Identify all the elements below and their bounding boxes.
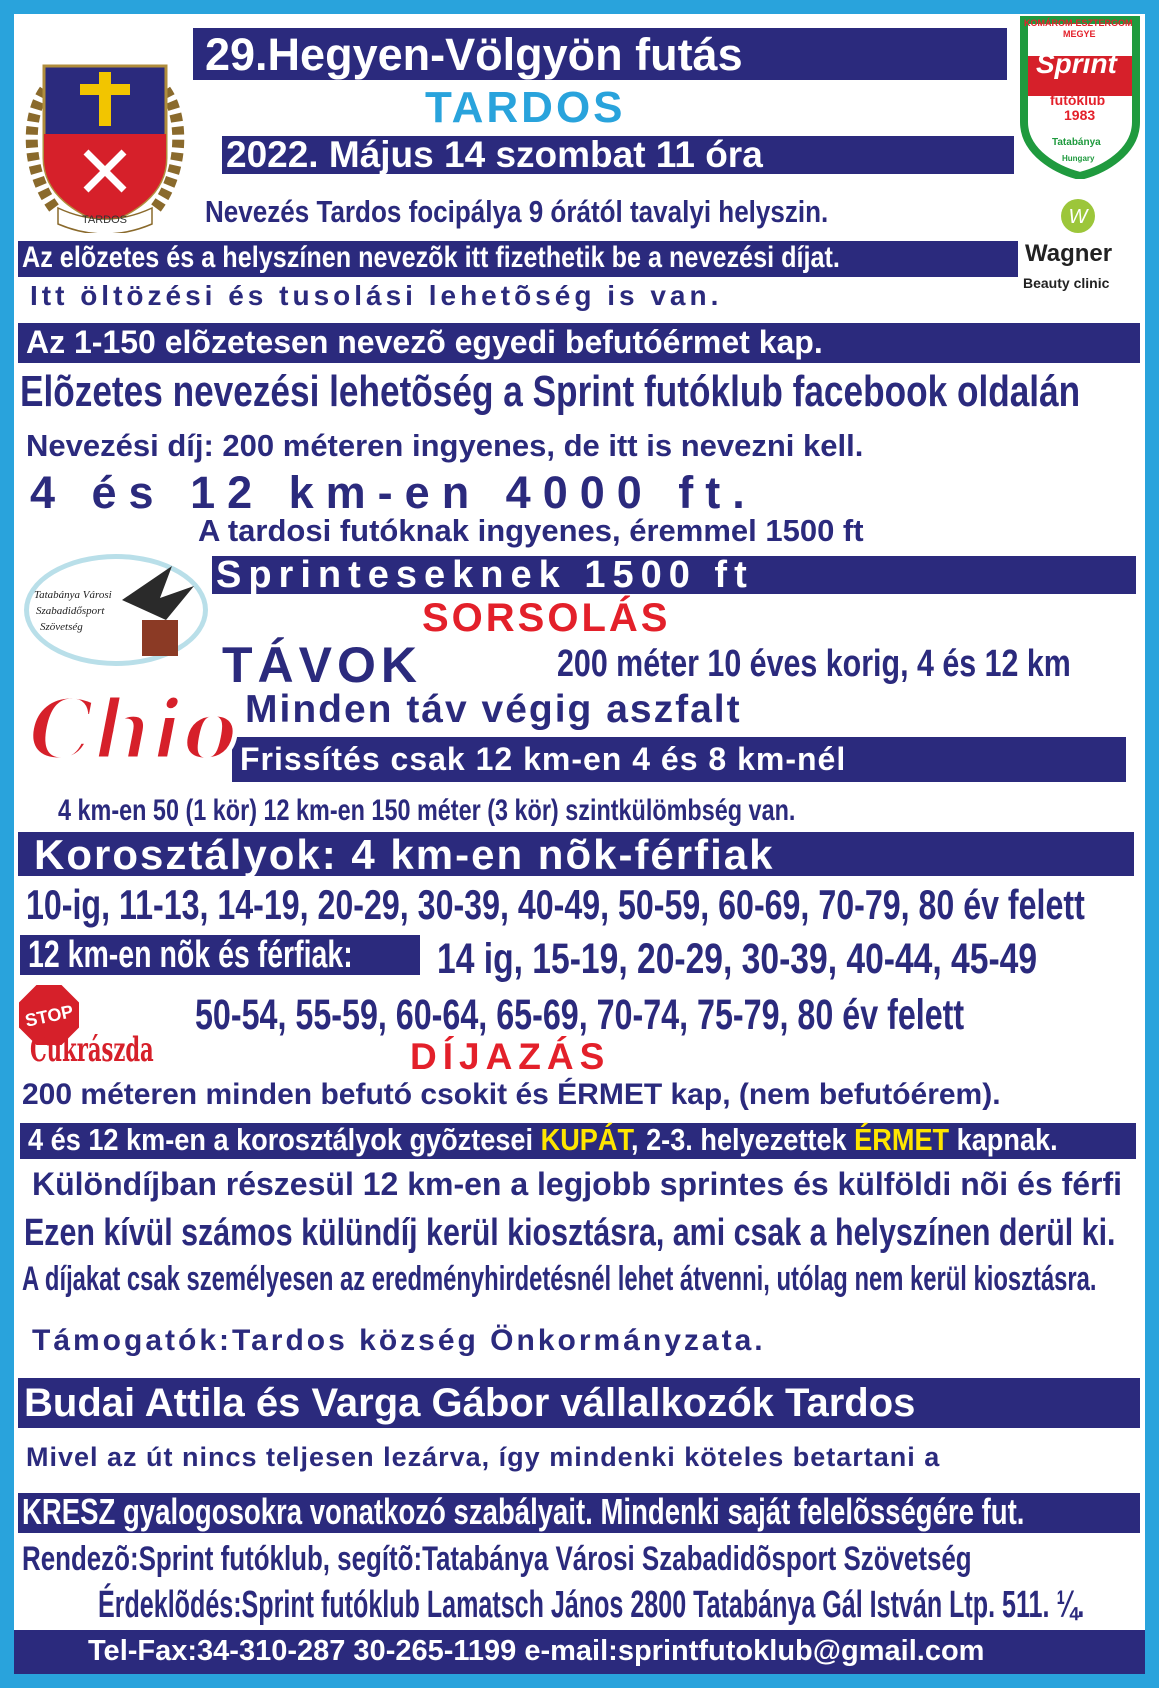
awards-line-5: A díjakat csak személyesen az eredményhirdetésnél lehet átvenni, utólag nem kerül kiosztásra. [22,1260,1097,1298]
svg-text:W: W [1068,206,1088,228]
sprint-country: Hungary [1062,154,1095,163]
awards-line-2 [28,1124,1058,1155]
sprint-club: futóklub [1050,92,1106,108]
sprint-region: KOMÁROM-ESZTERGOM [1024,18,1133,28]
cukraszda-text: Cukrászda [30,1030,154,1070]
event-place: TARDOS [425,83,626,132]
distances-elevation: 4 km-en 50 (1 kör) 12 km-en 150 méter (3 kör) szintkülömbség van. [58,794,796,827]
distances-text: 200 méter 10 éves korig, 4 és 12 km [557,643,1071,685]
sorsolas-heading: SORSOLÁS [422,596,671,640]
awards-line-2-start: 4 és 12 km-en a korosztályok gyõztesei [28,1122,541,1157]
notice-line-2: KRESZ gyalogosokra vonatkozó szabályait. Mindenki saját felelõsségére fut. [22,1491,1025,1532]
categories-list-4km: 10-ig, 11-13, 14-19, 20-29, 30-39, 40-49, 50-59, 60-69, 70-79, 80 év felett [26,881,1085,928]
info-line-5: Elõzetes nevezési lehetõség a Sprint futóklub facebook oldalán [20,367,1081,416]
sprint-county: MEGYE [1063,29,1096,39]
wagner-leaf-icon [1060,198,1096,234]
categories-list-12km-a: 14 ig, 15-19, 20-29, 30-39, 40-44, 45-49 [437,935,1038,983]
chio-wordmark: Chio [28,680,236,779]
info-line-1: Nevezés Tardos focipálya 9 órától tavalyi helyszin. [205,194,829,229]
awards-line-1: 200 méteren minden befutó csokit és ÉRMET kap, (nem befutóérem). [22,1078,1001,1111]
organizer-line-2: Érdeklõdés:Sprint futóklub Lamatsch János 2800 Tatabánya Gál István Ltp. 511. ¼. [98,1584,1085,1626]
awards-heading: DÍJAZÁS [410,1036,611,1077]
info-line-7: 4 és 12 km-en 4000 ft. [30,467,757,518]
tardos-coat-of-arms [20,48,190,233]
wagner-name: Wagner [1025,240,1113,267]
event-title: 29.Hegyen-Völgyön futás [205,29,743,80]
stop-text: STOP [23,1001,76,1031]
awards-line-2-end: kapnak. [949,1122,1058,1157]
eagle-icon [112,560,202,660]
federation-line-1: Tatabánya Városi [34,589,112,601]
distances-refresh: Frissítés csak 12 km-en 4 és 8 km-nél [240,741,847,777]
sprint-name: Sprint [1036,48,1117,79]
awards-medal: ÉRMET [854,1122,950,1157]
federation-line-2: Szabadidősport [36,605,105,617]
notice-line-1: Mivel az út nincs teljesen lezárva, így mindenki köteles betartani a [26,1442,941,1472]
chio-logo [24,680,236,790]
organizer-line-1: Rendezõ:Sprint futóklub, segítõ:Tatabánya Városi Szabadidõsport Szövetség [22,1540,972,1578]
awards-cup: KUPÁT [540,1122,632,1157]
info-line-4: Az 1-150 elõzetesen nevezõ egyedi befutóérmet kap. [26,324,823,360]
sponsors-line-1: Támogatók:Tardos község Önkormányzata. [32,1324,766,1357]
categories-label-12km: 12 km-en nõk és férfiak: [28,934,353,976]
awards-line-2-middle: , 2-3. helyezettek [631,1122,855,1157]
sprint-year: 1983 [1064,107,1096,123]
sponsors-line-2: Budai Attila és Varga Gábor vállalkozók Tardos [24,1381,916,1425]
organizer-contact: Tel-Fax:34-310-287 30-265-1199 e-mail:sprintfutoklub@gmail.com [88,1635,985,1667]
federation-line-3: Szövetség [40,621,83,633]
categories-heading: Korosztályok: 4 km-en nõk-férfiak [34,831,775,878]
info-line-8: A tardosi futóknak ingyenes, éremmel 1500 ft [198,513,864,548]
info-line-2: Az elõzetes és a helyszínen nevezõk itt fizethetik be a nevezési díjat. [22,241,840,274]
wagner-sub: Beauty clinic [1023,275,1110,291]
awards-line-3: Különdíjban részesül 12 km-en a legjobb sprintes és külföldi nõi és férfi [32,1166,1123,1202]
info-line-6: Nevezési díj: 200 méteren ingyenes, de itt is nevezni kell. [26,428,864,463]
awards-line-4: Ezen kívül számos külündíj kerül kiosztásra, ami csak a helyszínen derül ki. [24,1212,1116,1254]
categories-list-12km-b: 50-54, 55-59, 60-64, 65-69, 70-74, 75-79, 80 év felett [195,991,965,1039]
distances-heading: TÁVOK [222,637,422,693]
info-line-9: Sprinteseknek 1500 ft [216,554,754,596]
event-date: 2022. Május 14 szombat 11 óra [226,134,763,175]
sprint-city: Tatabánya [1052,137,1101,148]
info-line-3: Itt öltözési és tusolási lehetõség is van. [30,280,723,311]
distances-asphalt: Minden táv végig aszfalt [245,688,742,731]
coat-of-arms-label: TARDOS [82,214,128,226]
